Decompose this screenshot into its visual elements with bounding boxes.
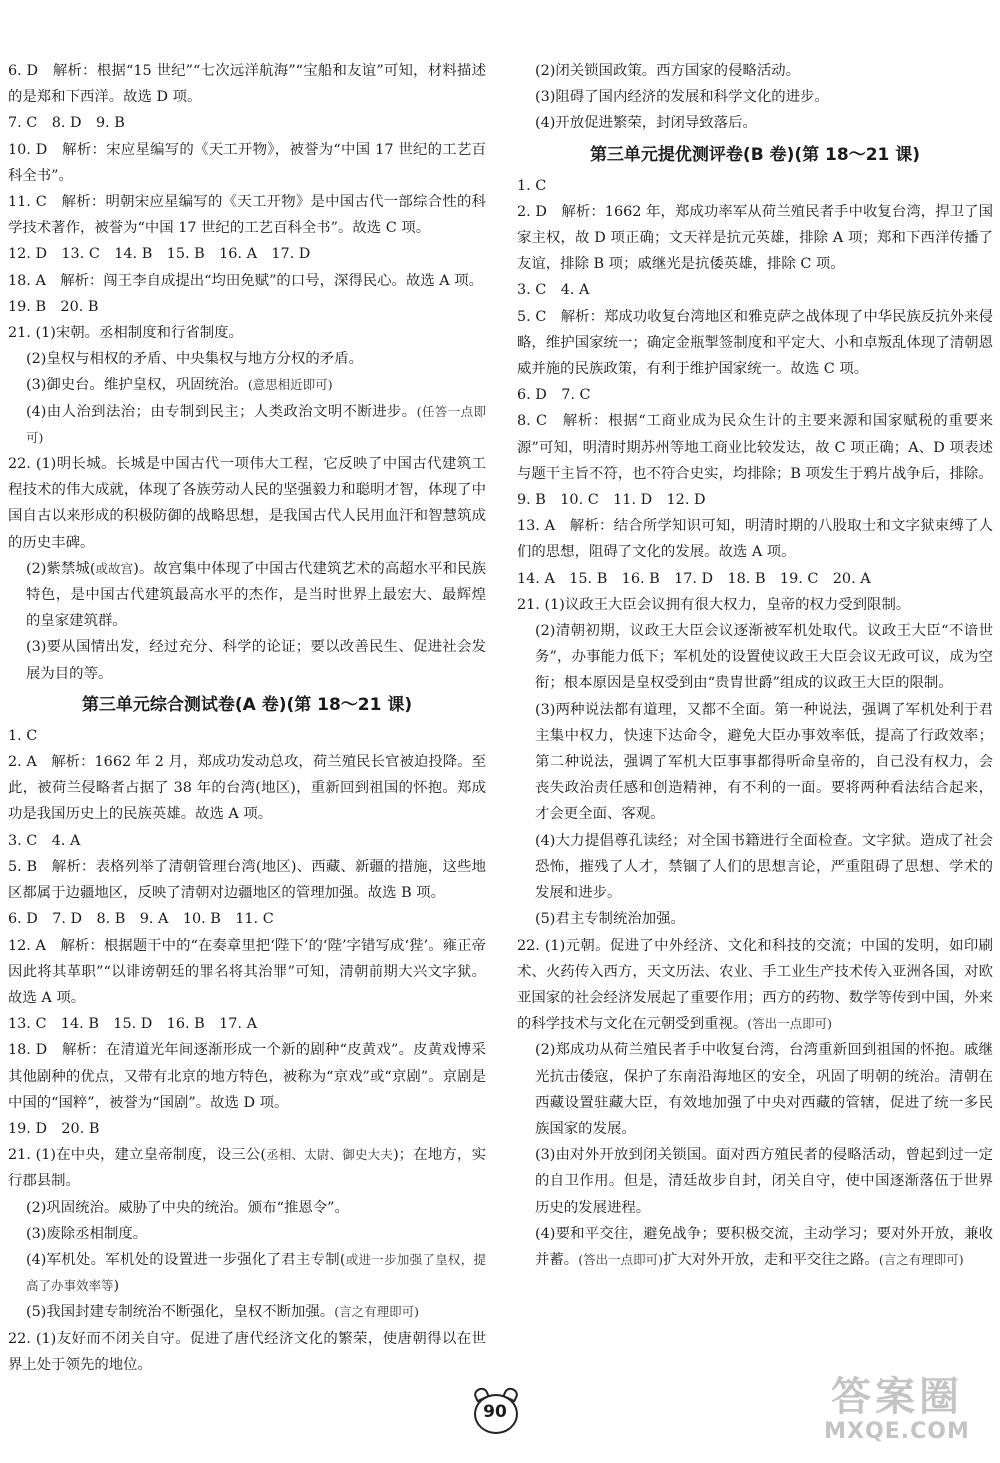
answer-item [517, 199, 993, 278]
answer-item [8, 110, 486, 136]
page-number-badge [470, 1392, 520, 1432]
answer-text: 19. B 20. B [8, 298, 99, 315]
answer-item [8, 1116, 486, 1142]
watermark [802, 1375, 992, 1455]
answer-text: 13. C 14. B 15. D 16. B 17. A [8, 1016, 257, 1033]
answer-text: 1. C [517, 177, 547, 194]
answer-item [517, 304, 993, 383]
answer-note: (意思相近即可) [247, 377, 333, 393]
answer-text: 11. C 解析：明朝宋应星编写的《天工开物》是中国古代一部综合性的科学技术著作，被誉为“中国 17 世纪的工艺百科全书”。故选 C 项。 [8, 194, 486, 237]
answer-text: 6. D 7. D 8. B 9. A 10. B 11. C [8, 911, 274, 928]
answer-item [8, 451, 486, 556]
answer-item [8, 854, 486, 906]
answer-text: 5. B 解析：表格列举了清朝管理台湾(地区)、西藏、新疆的措施，这些地区都属于边疆地区，反映了清朝对边疆地区的管理加强。故选 B 项。 [8, 858, 486, 902]
answer-item [517, 84, 993, 110]
answer-item [517, 1037, 993, 1142]
answer-text: 19. D 20. B [8, 1120, 100, 1137]
answer-note: (答出一点即可) [578, 1251, 663, 1267]
answer-text: 扩大对外开放，走和平交往之路。 [662, 1251, 879, 1268]
watermark-url: MXQE.COM [824, 1419, 970, 1444]
answer-item [8, 634, 486, 686]
answer-item [517, 828, 993, 907]
answer-item [8, 1142, 486, 1194]
answer-text: (4)开放促进繁荣，封闭导致落后。 [535, 115, 757, 132]
answer-text: 10. D 解析：宋应星编写的《天工开物》，被誉为“中国 17 世纪的工艺百科全书”。 [8, 141, 486, 184]
answer-item [517, 110, 993, 136]
answer-text: 22. (1)明长城。长城是中国古代一项伟大工程，它反映了中国古代建筑工程技术的伟大成就，体现了各族劳动人民的坚强毅力和聪明才智，体现了中国自古以来形成的积极防御的战略思想，是我国古代人民用血汗和智慧筑成的历史丰碑。 [8, 456, 486, 551]
answer-item [517, 382, 993, 408]
section-title [517, 141, 993, 169]
answer-text: )。故宫集中体现了中国古代建筑艺术的高超水平和民族特色，是中国古代建筑最高水平的杰作，是当时世界上最宏大、最辉煌的皇家建筑群。 [26, 560, 486, 630]
answer-item [8, 189, 486, 241]
answer-item [8, 1299, 486, 1325]
answer-text: 12. A 解析：根据题干中的“在奏章里把‘陛下’的‘陛’字错写成‘狴’。雍正帝因此将其革职”“以诽谤朝廷的罪名将其治罪”可知，清朝前期大兴文字狱。故选 A 项。 [8, 937, 486, 1006]
answer-text: 6. D 7. C [517, 387, 591, 404]
answer-text: 12. D 13. C 14. B 15. B 16. A 17. D [8, 246, 311, 263]
answer-item [8, 241, 486, 267]
answer-item [517, 906, 993, 932]
answer-item [8, 933, 486, 1012]
answer-item [8, 723, 486, 749]
answer-text: (4)由人治到法治；由专制到民主；人类政治文明不断进步。 [26, 403, 417, 420]
answer-text: 3. C 4. A [517, 282, 590, 299]
answer-item [517, 618, 993, 697]
watermark-logo-text: 答案圈 [831, 1374, 963, 1420]
answer-text: 5. C 解析：郑成功收复台湾地区和雅克萨之战体现了中华民族反抗外来侵略，维护国家统一；确定金瓶掣签制度和平定大、小和卓叛乱体现了清朝恩威并施的民族政策，有利于维护国家统一。故选 C 项。 [517, 308, 993, 378]
answer-text: 18. A 解析：闯王李自成提出“均田免赋”的口号，深得民心。故选 A 项。 [8, 272, 484, 289]
page-number: 90 [483, 1402, 507, 1422]
section-title [8, 691, 486, 719]
answer-text: (3)废除丞相制度。 [26, 1225, 148, 1242]
answer-item [8, 1221, 486, 1247]
answer-text: 2. A 解析：1662 年 2 月，郑成功发动总攻，荷兰殖民长官被迫投降。至此，被荷兰侵略者占据了 38 年的台湾(地区)，重新回到祖国的怀抱。郑成功是我国历史上的民族英雄。故选 A 项。 [8, 754, 486, 823]
answer-text: (3)由对外开放到闭关锁国。面对西方殖民者的侵略活动，曾起到过一定的自卫作用。但是，清廷故步自封，闭关自守，使中国逐渐落伍于世界历史的发展进程。 [535, 1147, 993, 1216]
answer-text: (2)郑成功从荷兰殖民者手中收复台湾，台湾重新回到祖国的怀抱。戚继光抗击倭寇，保护了东南沿海地区的安全，巩固了明朝的统治。清朝在西藏设置驻藏大臣，有效地加强了中央对西藏的管辖，促进了统一多民族国家的发展。 [535, 1042, 993, 1137]
answer-note: (答出一点即可) [747, 1016, 833, 1032]
answer-text: 1. C [8, 727, 38, 744]
answer-text: 22. (1)友好而不闭关自守。促进了唐代经济文化的繁荣，使唐朝得以在世界上处于领先的地位。 [8, 1330, 486, 1373]
answer-text: 第三单元提优测评卷(B 卷)(第 18～21 课) [589, 144, 921, 165]
answer-text: (3)要从国情出发，经过充分、科学的论证；要以改善民生、促进社会发展为目的等。 [26, 639, 486, 682]
answer-note: 或故宫 [95, 560, 134, 576]
answer-note: 丞相、太尉、御史大夫 [265, 1147, 394, 1163]
answer-text: (4)大力提倡尊孔读经；对全国书籍进行全面检查。文字狱。造成了社会恐怖，摧残了人才，禁锢了人们的思想言论，严重阻碍了思想、学术的发展和进步。 [535, 832, 993, 902]
left-column [8, 58, 486, 1378]
answer-text: 第三单元综合测试卷(A 卷)(第 18～21 课) [81, 694, 413, 715]
answer-text: (2)闭关锁国政策。西方国家的侵略活动。 [535, 63, 801, 79]
answer-text: 18. D 解析：在清道光年间逐渐形成一个新的剧种“皮黄戏”。皮黄戏博采其他剧种的优点，又带有北京的地方特色，被称为“京戏”或“京剧”。京剧是中国的“国粹”，被誉为“国剧”。故选 D 项。 [8, 1042, 486, 1111]
answer-item [517, 513, 993, 565]
answer-note: (任答一点即可) [26, 403, 486, 445]
answer-note: (言之有理即可) [334, 1304, 419, 1320]
answer-text: 6. D 解析：根据“15 世纪”“七次远洋航海”“宝船和友谊”可知，材料描述的是郑和下西洋。故选 D 项。 [8, 63, 486, 106]
answer-item [517, 592, 993, 618]
answer-item [8, 1326, 486, 1378]
answer-item [8, 556, 486, 635]
answer-text: 21. (1)议政王大臣会议拥有很大权力，皇帝的权力受到限制。 [517, 596, 911, 613]
answer-text: (2)紫禁城( [26, 560, 96, 577]
answer-note: 或进一步加强了皇权，提高了办事效率等 [26, 1251, 486, 1294]
answer-item [8, 268, 486, 294]
answer-text: 9. B 10. C 11. D 12. D [517, 492, 706, 509]
answer-item [517, 1142, 993, 1221]
answer-item [8, 749, 486, 828]
answer-text: (2)清朝初期，议政王大臣会议逐渐被军机处取代。议政王大臣“不谙世务”，办事能力低下；军机处的设置使议政王大臣会议无政可议，成为空衔；根本原因是皇权受到由“贵胄世爵”组成的议政王大臣的限制。 [535, 623, 993, 692]
answer-item [8, 906, 486, 932]
answer-text: 21. (1)宋朝。丞相制度和行省制度。 [8, 325, 243, 342]
answer-note: (言之有理即可) [878, 1251, 964, 1267]
answer-text: )；在地方，实行郡县制。 [8, 1147, 486, 1190]
answer-text: 8. C 解析：根据“工商业成为民众生计的主要来源和国家赋税的重要来源”可知，明清时期苏州等地工商业比较发达，故 C 项正确；A、D 项表述与题干主旨不符，也不符合史实，均排除；B 项发生于鸦片战争后，排除。 [517, 413, 993, 482]
answer-item [8, 320, 486, 346]
answer-item [517, 566, 993, 592]
answer-text: (3)阻碍了国内经济的发展和科学文化的进步。 [535, 89, 829, 106]
answer-text: (5)君主专制统治加强。 [535, 911, 685, 928]
answer-item [8, 399, 486, 451]
answer-text: 21. (1)在中央，建立皇帝制度，设三公( [8, 1147, 266, 1164]
answer-item [8, 1195, 486, 1221]
answer-item [517, 1221, 993, 1273]
answer-item [517, 277, 993, 303]
answer-text: (2)巩固统治。威胁了中央的统治。颁布“推恩令”。 [26, 1199, 349, 1216]
answer-text: (4)要和平交往，避免战争；要积极交流，主动学习；要对外开放，兼收并蓄。 [535, 1225, 993, 1268]
answer-text: 2. D 解析：1662 年，郑成功率军从荷兰殖民者手中收复台湾，捍卫了国家主权，故 D 项正确；文天祥是抗元英雄，排除 A 项；郑和下西洋传播了友谊，排除 B 项；戚继光是抗倭英雄，排除 C 项。 [517, 203, 993, 273]
answer-text: (5)我国封建专制统治不断强化，皇权不断加强。 [26, 1304, 335, 1321]
answer-text: 22. (1)元朝。促进了中外经济、文化和科技的交流；中国的发明，如印刷术、火药传入西方，天文历法、农业、手工业生产技术传入亚洲各国，对欧亚国家的社会经济发展起了重要作用；西方的药物、数学等传到中国，外来的科学技术与文化在元朝受到重视。 [517, 937, 993, 1033]
right-column [517, 58, 993, 1273]
answer-item [8, 372, 486, 398]
answer-text: ) [113, 1278, 120, 1295]
answer-item [517, 173, 993, 199]
answer-item [8, 1037, 486, 1116]
answer-item [8, 828, 486, 854]
answer-item [517, 487, 993, 513]
answer-text: (4)军机处。军机处的设置进一步强化了君主专制( [26, 1251, 346, 1268]
answer-item [8, 1011, 486, 1037]
answer-item [517, 408, 993, 487]
answer-item [517, 697, 993, 828]
answer-item [8, 346, 486, 372]
answer-text: 7. C 8. D 9. B [8, 115, 125, 132]
answer-text: (3)两种说法都有道理，又都不全面。第一种说法，强调了军机处利于君主集中权力，快速下达命令，避免大臣办事效率低，提高了行政效率；第二种说法，强调了军机大臣事事都得听命皇帝的，自己没有权力，会丧失政治责任感和创造精神，有不利的一面。要将两种看法结合起来，才会更全面、客观。 [535, 701, 993, 823]
answer-item [517, 58, 993, 84]
answer-item [517, 933, 993, 1038]
answer-text: 13. A 解析：结合所学知识可知，明清时期的八股取士和文字狱束缚了人们的思想，阻碍了文化的发展。故选 A 项。 [517, 518, 993, 561]
answer-item [8, 294, 486, 320]
answer-text: 14. A 15. B 16. B 17. D 18. B 19. C 20. A [517, 570, 871, 587]
answer-item [8, 1247, 486, 1299]
answer-text: 3. C 4. A [8, 832, 81, 849]
answer-text: (3)御史台。维护皇权，巩固统治。 [26, 377, 248, 394]
answer-text: (2)皇权与相权的矛盾、中央集权与地方分权的矛盾。 [26, 351, 363, 368]
answer-item [8, 137, 486, 189]
answer-item [8, 58, 486, 110]
